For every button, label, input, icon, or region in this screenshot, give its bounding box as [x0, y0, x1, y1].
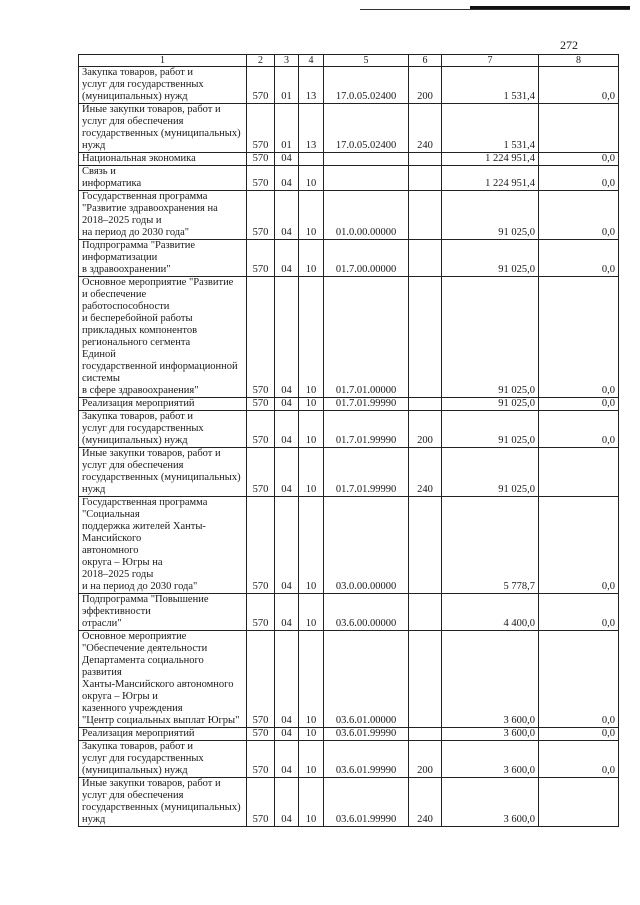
row-name	[79, 448, 247, 497]
table-row	[79, 778, 619, 827]
row-name-line: (муниципальных) нужд	[82, 435, 188, 446]
cell-c2: 570	[247, 728, 275, 741]
cell-c8: 0,0	[539, 240, 619, 277]
row-name	[79, 778, 247, 827]
cell-c4: 10	[299, 191, 324, 240]
column-header: 3	[275, 55, 299, 67]
row-name-line: казенного учреждения	[82, 703, 183, 714]
row-name-line: поддержка жителей Ханты-Мансийского	[82, 521, 206, 544]
cell-c8	[539, 778, 619, 827]
row-name-line: Связь и	[82, 166, 116, 177]
row-name-line: отрасли"	[82, 618, 122, 629]
cell-c5: 03.6.01.00000	[324, 631, 409, 728]
cell-c8	[539, 104, 619, 153]
row-name-line: автономного	[82, 545, 139, 556]
cell-c3: 04	[275, 153, 299, 166]
cell-c2: 570	[247, 67, 275, 104]
cell-c2: 570	[247, 166, 275, 191]
cell-c5: 03.6.00.00000	[324, 594, 409, 631]
row-name-line: и на период до 2030 года"	[82, 581, 198, 592]
row-name	[79, 728, 247, 741]
table-row	[79, 104, 619, 153]
cell-c3: 01	[275, 104, 299, 153]
row-name-line: прикладных компонентов регионального сегмента	[82, 325, 198, 348]
row-name	[79, 191, 247, 240]
table-row	[79, 67, 619, 104]
row-name-line: услуг для государственных	[82, 423, 204, 434]
row-name-line: услуг для государственных	[82, 753, 204, 764]
cell-c8: 0,0	[539, 67, 619, 104]
row-name	[79, 153, 247, 166]
row-name-line: услуг для обеспечения государственных (муниципальных)	[82, 460, 241, 483]
cell-c4: 10	[299, 398, 324, 411]
row-name-line: в сфере здравоохранения"	[82, 385, 199, 396]
row-name-line: Иные закупки товаров, работ и	[82, 104, 221, 115]
row-name-line: Ханты-Мансийского автономного	[82, 679, 234, 690]
row-name-line: Департамента социального развития	[82, 655, 204, 678]
row-name-line: (муниципальных) нужд	[82, 91, 188, 102]
row-name-line: Закупка товаров, работ и	[82, 741, 194, 752]
row-name-line: Подпрограмма "Развитие	[82, 240, 196, 251]
cell-c2: 570	[247, 277, 275, 398]
cell-c5: 01.7.01.99990	[324, 448, 409, 497]
table-row	[79, 398, 619, 411]
cell-c2: 570	[247, 104, 275, 153]
cell-c7: 91 025,0	[442, 398, 539, 411]
page-number: 272	[560, 38, 578, 52]
cell-c2: 570	[247, 240, 275, 277]
cell-c7: 1 531,4	[442, 104, 539, 153]
cell-c3: 04	[275, 778, 299, 827]
table-row	[79, 277, 619, 398]
top-rule-thin	[360, 9, 630, 10]
row-name-line: Реализация мероприятий	[82, 398, 195, 409]
cell-c5: 01.7.00.00000	[324, 240, 409, 277]
row-name-line: Подпрограмма "Повышение эффективности	[82, 594, 209, 617]
cell-c6: 240	[409, 104, 442, 153]
cell-c4: 10	[299, 631, 324, 728]
cell-c6: 200	[409, 741, 442, 778]
row-name-line: услуг для обеспечения государственных (муниципальных)	[82, 790, 241, 813]
cell-c3: 04	[275, 398, 299, 411]
row-name-line: Иные закупки товаров, работ и	[82, 448, 221, 459]
row-name-line: Иные закупки товаров, работ и	[82, 778, 221, 789]
row-name-line: информатизации	[82, 252, 158, 263]
row-name-line: и обеспечение	[82, 289, 147, 300]
row-name-line: и бесперебойной работы	[82, 313, 193, 324]
row-name	[79, 240, 247, 277]
cell-c2: 570	[247, 398, 275, 411]
cell-c7: 1 531,4	[442, 67, 539, 104]
row-name-line: системы	[82, 373, 120, 384]
row-name	[79, 67, 247, 104]
cell-c7: 91 025,0	[442, 191, 539, 240]
table-row	[79, 448, 619, 497]
cell-c3: 04	[275, 728, 299, 741]
row-name	[79, 104, 247, 153]
table-row	[79, 153, 619, 166]
row-name	[79, 741, 247, 778]
row-name	[79, 166, 247, 191]
top-rule-thick	[470, 6, 630, 9]
row-name-line: Государственная программа	[82, 191, 208, 202]
cell-c3: 04	[275, 191, 299, 240]
cell-c6	[409, 277, 442, 398]
row-name-line: Национальная экономика	[82, 153, 196, 164]
cell-c7: 3 600,0	[442, 741, 539, 778]
cell-c8: 0,0	[539, 594, 619, 631]
cell-c8: 0,0	[539, 497, 619, 594]
cell-c4: 10	[299, 166, 324, 191]
row-name	[79, 497, 247, 594]
column-header: 6	[409, 55, 442, 67]
row-name-line: 2018–2025 годы и	[82, 215, 162, 226]
cell-c7: 1 224 951,4	[442, 166, 539, 191]
cell-c6	[409, 594, 442, 631]
cell-c5: 17.0.05.02400	[324, 104, 409, 153]
column-header: 5	[324, 55, 409, 67]
cell-c5: 01.7.01.99990	[324, 398, 409, 411]
row-name-line: Государственная программа "Социальная	[82, 497, 208, 520]
cell-c5: 17.0.05.02400	[324, 67, 409, 104]
cell-c8	[539, 448, 619, 497]
budget-table	[78, 54, 619, 827]
cell-c7: 91 025,0	[442, 448, 539, 497]
table-header-row	[79, 55, 619, 67]
row-name-line: Основное мероприятие	[82, 631, 187, 642]
cell-c5: 03.0.00.00000	[324, 497, 409, 594]
row-name-line: округа – Югры на	[82, 557, 163, 568]
cell-c4: 10	[299, 240, 324, 277]
row-name-line: нужд	[82, 140, 106, 151]
row-name-line: государственной информационной	[82, 361, 238, 372]
row-name-line: Закупка товаров, работ и	[82, 411, 194, 422]
row-name	[79, 631, 247, 728]
cell-c8: 0,0	[539, 191, 619, 240]
cell-c6: 200	[409, 411, 442, 448]
cell-c8: 0,0	[539, 277, 619, 398]
row-name-line: нужд	[82, 814, 106, 825]
cell-c6	[409, 497, 442, 594]
column-header: 7	[442, 55, 539, 67]
cell-c7: 91 025,0	[442, 277, 539, 398]
row-name-line: в здравоохранении"	[82, 264, 171, 275]
cell-c7: 5 778,7	[442, 497, 539, 594]
row-name-line: нужд	[82, 484, 106, 495]
row-name	[79, 411, 247, 448]
cell-c6	[409, 240, 442, 277]
cell-c5: 03.6.01.99990	[324, 741, 409, 778]
row-name-line: 2018–2025 годы	[82, 569, 154, 580]
cell-c3: 04	[275, 240, 299, 277]
row-name	[79, 398, 247, 411]
cell-c7: 3 600,0	[442, 728, 539, 741]
cell-c6	[409, 191, 442, 240]
cell-c5: 01.7.01.99990	[324, 411, 409, 448]
row-name-line: работоспособности	[82, 301, 170, 312]
row-name-line: Закупка товаров, работ и	[82, 67, 194, 78]
row-name-line: "Развитие здравоохранения на	[82, 203, 218, 214]
cell-c2: 570	[247, 497, 275, 594]
cell-c7: 3 600,0	[442, 778, 539, 827]
cell-c2: 570	[247, 631, 275, 728]
table-row	[79, 240, 619, 277]
table-row	[79, 741, 619, 778]
row-name-line: услуг для государственных	[82, 79, 204, 90]
cell-c8: 0,0	[539, 631, 619, 728]
cell-c7: 4 400,0	[442, 594, 539, 631]
cell-c6: 200	[409, 67, 442, 104]
cell-c7: 91 025,0	[442, 240, 539, 277]
row-name-line: Единой	[82, 349, 116, 360]
cell-c4	[299, 153, 324, 166]
cell-c6	[409, 728, 442, 741]
cell-c5: 01.0.00.00000	[324, 191, 409, 240]
cell-c4: 13	[299, 104, 324, 153]
cell-c2: 570	[247, 741, 275, 778]
row-name	[79, 594, 247, 631]
cell-c7: 3 600,0	[442, 631, 539, 728]
cell-c3: 04	[275, 741, 299, 778]
table-body	[79, 67, 619, 827]
cell-c6: 240	[409, 448, 442, 497]
cell-c4: 10	[299, 728, 324, 741]
row-name-line: "Центр социальных выплат Югры"	[82, 715, 240, 726]
cell-c3: 04	[275, 166, 299, 191]
cell-c6	[409, 166, 442, 191]
cell-c4: 10	[299, 594, 324, 631]
cell-c3: 04	[275, 448, 299, 497]
cell-c6	[409, 631, 442, 728]
cell-c5	[324, 166, 409, 191]
row-name-line: Основное мероприятие "Развитие	[82, 277, 234, 288]
table-row	[79, 411, 619, 448]
cell-c8: 0,0	[539, 728, 619, 741]
table-row	[79, 631, 619, 728]
cell-c5: 03.6.01.99990	[324, 778, 409, 827]
cell-c7: 91 025,0	[442, 411, 539, 448]
cell-c2: 570	[247, 594, 275, 631]
row-name-line: Реализация мероприятий	[82, 728, 195, 739]
cell-c4: 10	[299, 277, 324, 398]
cell-c8: 0,0	[539, 153, 619, 166]
row-name-line: услуг для обеспечения государственных (муниципальных)	[82, 116, 241, 139]
table-row	[79, 191, 619, 240]
cell-c4: 10	[299, 448, 324, 497]
column-header: 4	[299, 55, 324, 67]
cell-c4: 10	[299, 741, 324, 778]
cell-c6: 240	[409, 778, 442, 827]
cell-c5: 01.7.01.00000	[324, 277, 409, 398]
cell-c8: 0,0	[539, 398, 619, 411]
cell-c5: 03.6.01.99990	[324, 728, 409, 741]
cell-c6	[409, 153, 442, 166]
table-row	[79, 497, 619, 594]
cell-c2: 570	[247, 191, 275, 240]
column-header: 8	[539, 55, 619, 67]
table-row	[79, 166, 619, 191]
cell-c6	[409, 398, 442, 411]
row-name-line: округа – Югры и	[82, 691, 158, 702]
cell-c5	[324, 153, 409, 166]
cell-c2: 570	[247, 411, 275, 448]
cell-c4: 10	[299, 411, 324, 448]
row-name-line: "Обеспечение деятельности	[82, 643, 208, 654]
cell-c3: 04	[275, 411, 299, 448]
column-header: 1	[79, 55, 247, 67]
cell-c2: 570	[247, 448, 275, 497]
cell-c3: 01	[275, 67, 299, 104]
row-name	[79, 277, 247, 398]
row-name-line: информатика	[82, 178, 142, 189]
cell-c8: 0,0	[539, 741, 619, 778]
cell-c3: 04	[275, 631, 299, 728]
cell-c3: 04	[275, 497, 299, 594]
cell-c2: 570	[247, 153, 275, 166]
row-name-line: (муниципальных) нужд	[82, 765, 188, 776]
cell-c8: 0,0	[539, 411, 619, 448]
table-row	[79, 728, 619, 741]
table-row	[79, 594, 619, 631]
cell-c2: 570	[247, 778, 275, 827]
cell-c3: 04	[275, 277, 299, 398]
cell-c4: 13	[299, 67, 324, 104]
row-name-line: на период до 2030 года"	[82, 227, 190, 238]
cell-c8: 0,0	[539, 166, 619, 191]
cell-c3: 04	[275, 594, 299, 631]
cell-c4: 10	[299, 778, 324, 827]
cell-c4: 10	[299, 497, 324, 594]
column-header: 2	[247, 55, 275, 67]
cell-c7: 1 224 951,4	[442, 153, 539, 166]
